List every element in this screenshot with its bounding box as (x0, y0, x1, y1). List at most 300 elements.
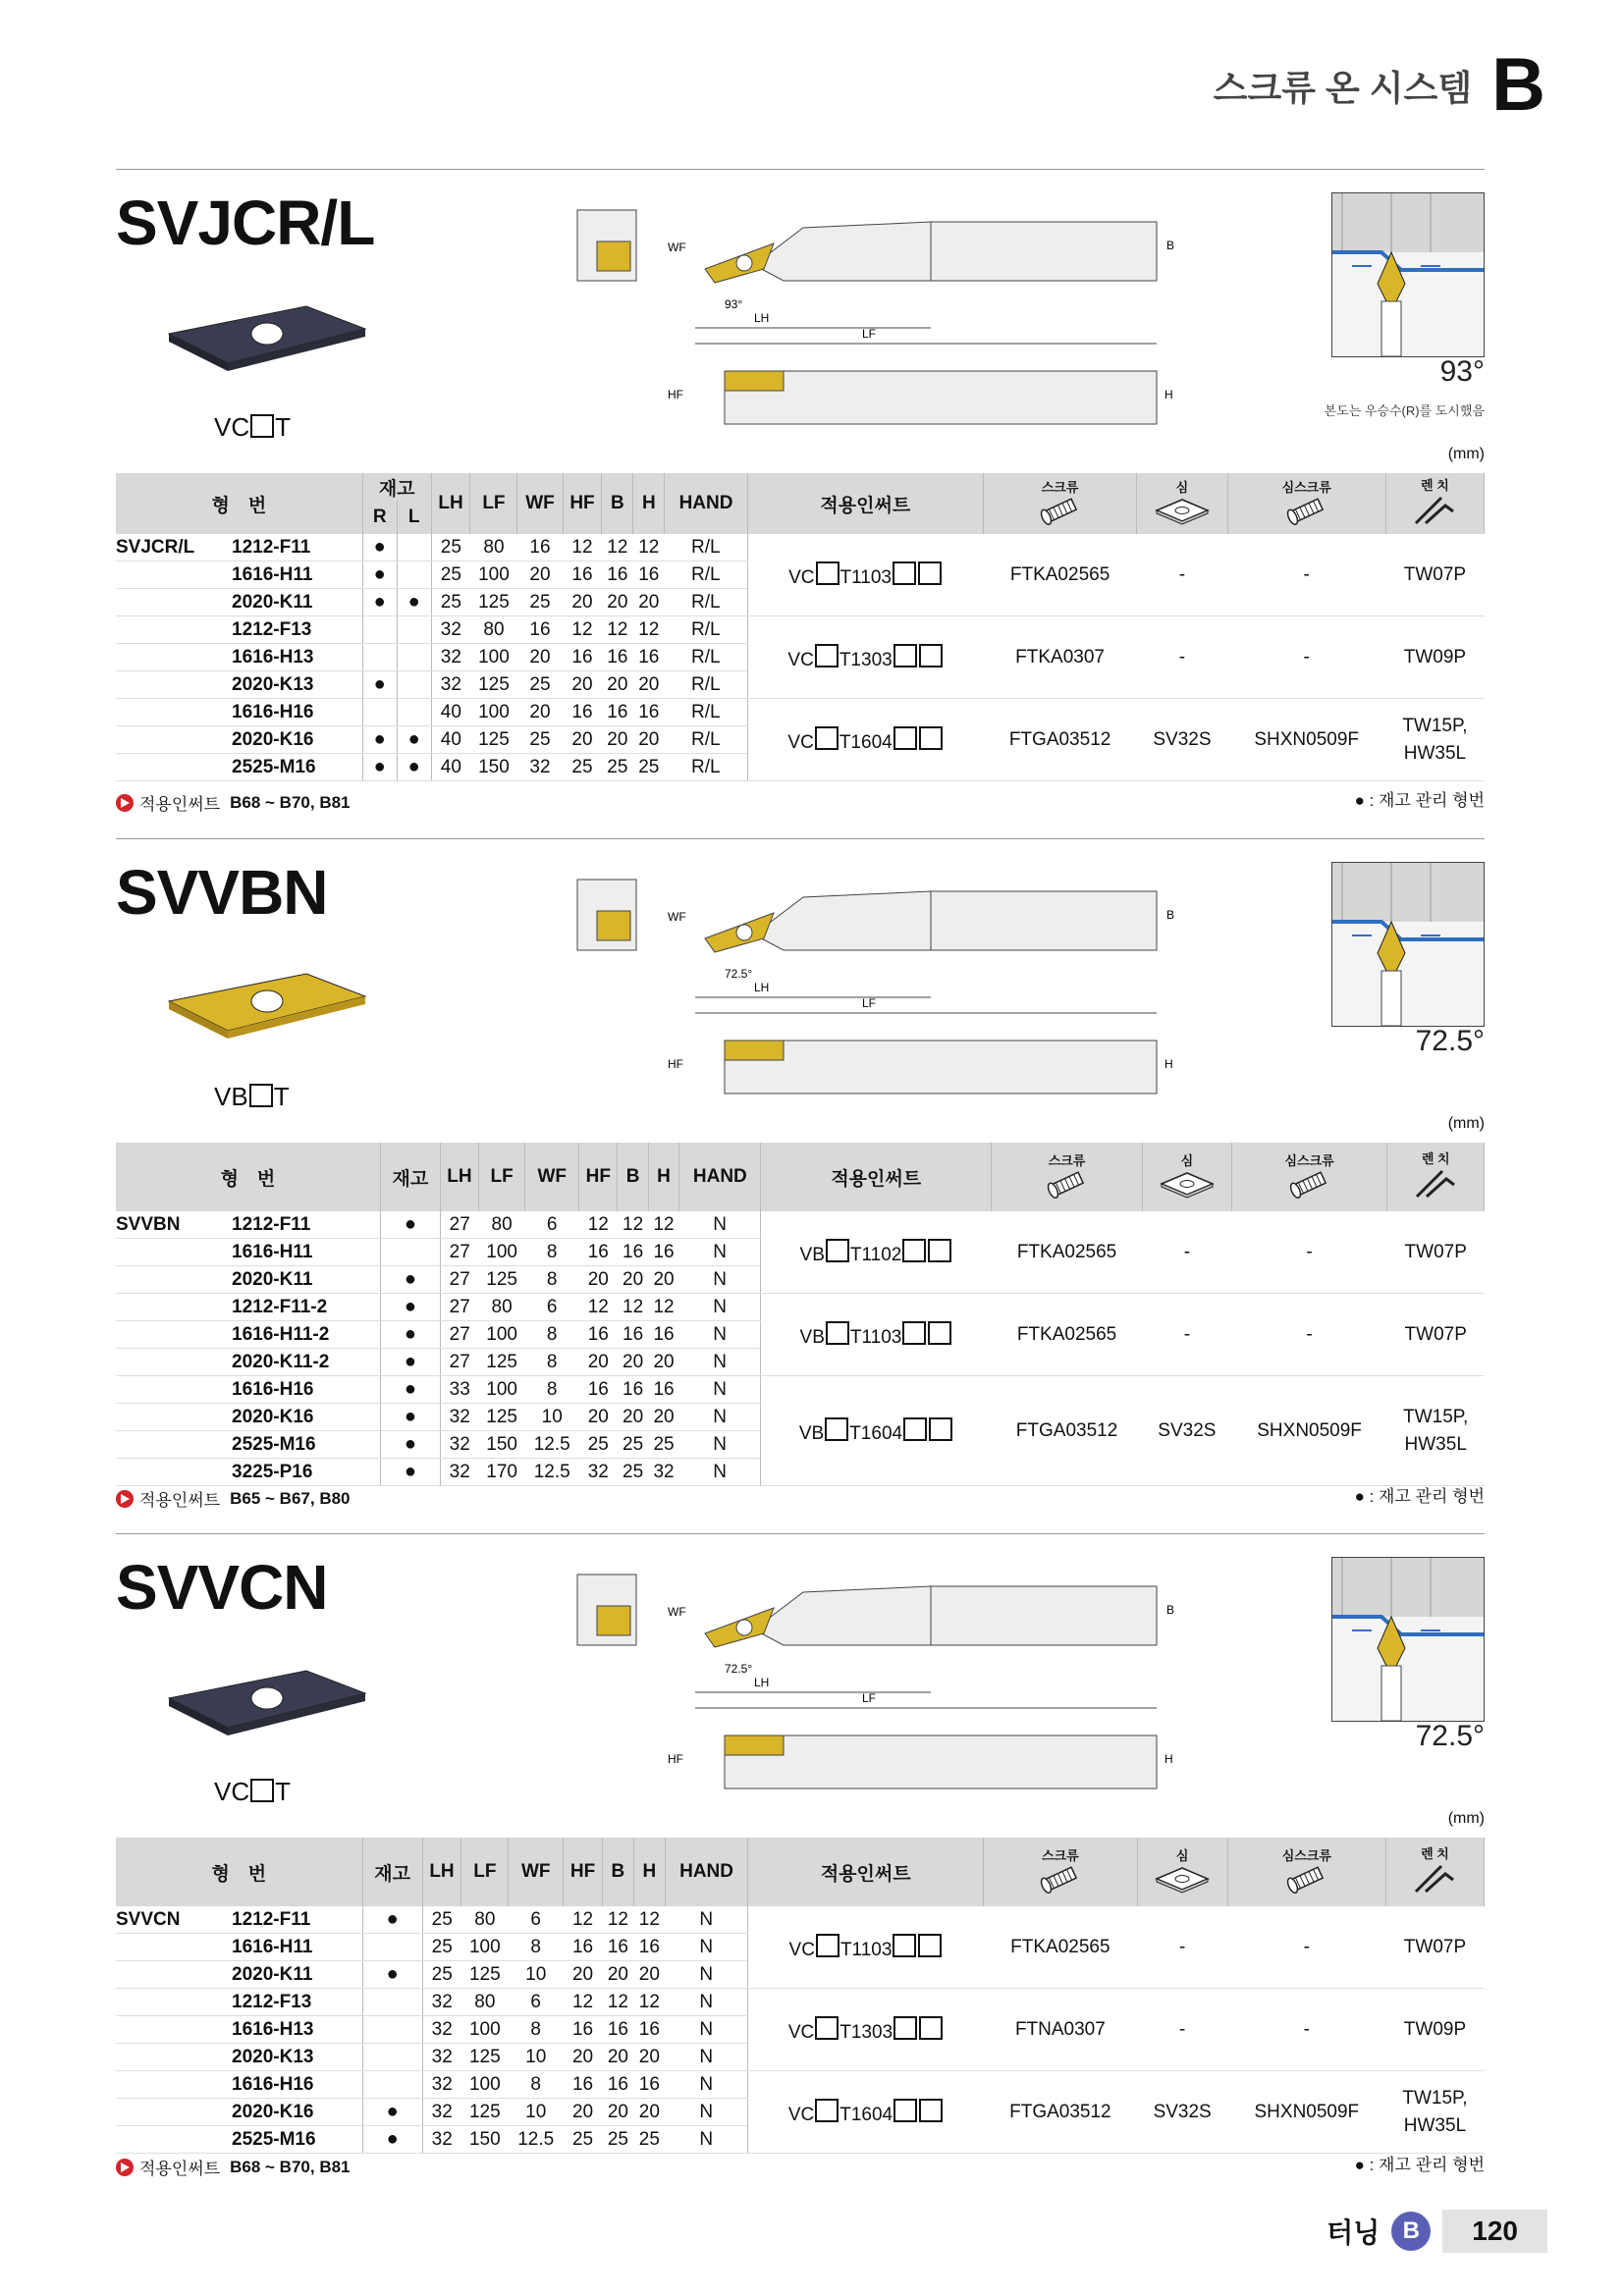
stock: ● (362, 2126, 422, 2154)
model-code: 1212-F11-2 (226, 1294, 380, 1321)
cell-hf: 12 (564, 1989, 603, 2016)
insert-code: VB T1103 (761, 1294, 992, 1376)
dim-lh: LH (754, 311, 770, 325)
table-row (116, 534, 1485, 561)
cell-hf: 25 (564, 2126, 603, 2154)
cell-h: 20 (648, 1404, 678, 1431)
section-title: SVVCN (116, 1552, 328, 1623)
cell-h: 25 (648, 1431, 678, 1459)
cell-hand: R/L (665, 534, 748, 561)
model-code: 2020-K11-2 (226, 1349, 380, 1376)
shim-screw-code: - (1227, 616, 1385, 699)
cell-lh: 40 (431, 726, 470, 754)
cell-h: 16 (633, 699, 665, 726)
insert-label: VB T (214, 1082, 290, 1111)
cell-h: 16 (633, 2071, 665, 2099)
cell-b: 12 (602, 616, 633, 644)
cell-hand: N (679, 1349, 761, 1376)
diag-angle: 93° (725, 297, 743, 311)
stock-l (397, 616, 431, 644)
stock-r: ● (362, 671, 397, 699)
stock-legend: ● : 재고 관리 형번 (1354, 1487, 1485, 1506)
cell-hf: 32 (579, 1459, 618, 1486)
cell-h: 20 (633, 589, 665, 616)
shim-code: - (1137, 616, 1227, 699)
ref-label: 적용인써트 (139, 1491, 221, 1510)
cell-lh: 32 (431, 644, 470, 671)
stock-r: ● (362, 534, 397, 561)
stock (362, 2016, 422, 2044)
cell-b: 20 (618, 1349, 648, 1376)
col-stock: 재고 (362, 1838, 422, 1906)
col-hand: HAND (679, 1143, 761, 1211)
cell-hand: R/L (665, 589, 748, 616)
cell-lh: 27 (440, 1349, 478, 1376)
cell-hand: N (665, 1906, 747, 1934)
dim-b: B (1166, 908, 1175, 922)
dim-h: H (1164, 1057, 1173, 1071)
cell-lh: 32 (422, 2016, 461, 2044)
cell-hf: 20 (579, 1266, 618, 1294)
dim-wf: WF (668, 240, 686, 254)
diag-angle: 72.5° (725, 1662, 753, 1676)
table-row (116, 1211, 1485, 1239)
page-number: 120 (1442, 2210, 1547, 2253)
cell-wf: 6 (525, 1294, 579, 1321)
col-wrench: 렌 치 (1385, 473, 1484, 534)
cell-h: 32 (648, 1459, 678, 1486)
col-insert: 적용인써트 (761, 1143, 992, 1211)
divider (116, 838, 1485, 839)
col-lf: LF (470, 473, 517, 534)
ref-label: 적용인써트 (139, 795, 221, 814)
cell-b: 16 (602, 2016, 633, 2044)
cell-h: 16 (648, 1321, 678, 1349)
divider (116, 1533, 1485, 1534)
cell-b: 16 (602, 2071, 633, 2099)
stock: ● (380, 1459, 440, 1486)
dim-lf: LF (862, 327, 877, 341)
insert-code: VC T1604 (748, 2071, 984, 2154)
cell-lh: 33 (440, 1376, 478, 1404)
cell-hand: N (679, 1211, 761, 1239)
approach-angle: 72.5° (1415, 1025, 1485, 1057)
header-letter: B (1491, 43, 1545, 127)
shim-screw-icon (1284, 509, 1329, 530)
model-code: 2020-K11 (226, 1961, 362, 1989)
cell-lf: 100 (470, 699, 517, 726)
cell-hand: N (665, 1989, 747, 2016)
cell-lh: 40 (431, 699, 470, 726)
cell-lf: 80 (479, 1211, 525, 1239)
cell-lf: 100 (461, 2016, 509, 2044)
arrow-circle-icon (116, 1490, 134, 1508)
dim-b: B (1166, 1603, 1175, 1617)
stock: ● (362, 1961, 422, 1989)
cell-wf: 8 (525, 1376, 579, 1404)
cell-h: 20 (633, 671, 665, 699)
cell-hf: 20 (564, 2044, 603, 2071)
cell-wf: 10 (525, 1404, 579, 1431)
cell-lh: 25 (422, 1961, 461, 1989)
col-shimscrew: 심스크류 (1227, 1838, 1385, 1906)
dim-wf: WF (668, 1605, 686, 1619)
wrench-code: TW15P, HW35L (1385, 699, 1484, 781)
wrench-code: TW09P (1385, 616, 1484, 699)
cell-hf: 16 (564, 2016, 603, 2044)
stock-r: ● (362, 754, 397, 781)
model-code: 1616-H16 (226, 699, 362, 726)
cell-wf: 25 (517, 726, 563, 754)
stock-legend: ● : 재고 관리 형번 (1354, 2156, 1485, 2174)
stock: ● (362, 2099, 422, 2126)
col-hf: HF (563, 473, 602, 534)
cell-b: 20 (602, 2099, 633, 2126)
cell-b: 20 (602, 2044, 633, 2071)
cell-hf: 16 (579, 1376, 618, 1404)
cell-b: 12 (602, 1989, 633, 2016)
cell-h: 16 (633, 2016, 665, 2044)
dim-lf: LF (862, 996, 877, 1010)
cell-hand: N (679, 1321, 761, 1349)
col-stock: 재고 (380, 1143, 440, 1211)
cell-wf: 10 (509, 1961, 564, 1989)
screw-code: FTNA0307 (984, 1989, 1137, 2071)
cell-hand: R/L (665, 699, 748, 726)
cell-h: 12 (633, 1989, 665, 2016)
insert-code: VC T1103 (747, 534, 983, 616)
cell-lf: 125 (470, 589, 517, 616)
shim-screw-code: - (1231, 1294, 1387, 1376)
cell-lf: 100 (479, 1376, 525, 1404)
footer-badge: B (1391, 2212, 1431, 2251)
cell-lf: 170 (479, 1459, 525, 1486)
insert-image (159, 294, 375, 393)
insert-code: VC T1103 (748, 1906, 984, 1989)
cell-hand: N (665, 2099, 747, 2126)
stock-l: ● (397, 589, 431, 616)
cell-lf: 80 (479, 1294, 525, 1321)
cell-lh: 32 (422, 2099, 461, 2126)
cell-hand: N (665, 2126, 747, 2154)
model-code: 1212-F11 (226, 1211, 380, 1239)
cell-lf: 100 (461, 2071, 509, 2099)
shim-screw-icon (1284, 1878, 1329, 1898)
cell-lh: 32 (422, 1989, 461, 2016)
cell-h: 16 (633, 644, 665, 671)
col-h: H (633, 1838, 665, 1906)
shim-icon (1153, 1878, 1212, 1898)
cell-b: 20 (618, 1266, 648, 1294)
cell-hf: 16 (564, 2071, 603, 2099)
cell-b: 20 (602, 589, 633, 616)
cell-lh: 25 (431, 589, 470, 616)
shim-code: - (1137, 1906, 1227, 1989)
cell-lf: 100 (470, 644, 517, 671)
cell-hf: 12 (564, 1906, 603, 1934)
shim-screw-icon (1287, 1183, 1332, 1203)
cell-b: 12 (618, 1211, 648, 1239)
stock-l: ● (397, 726, 431, 754)
stock: ● (380, 1376, 440, 1404)
cell-wf: 16 (517, 534, 563, 561)
wrench-code: TW09P (1385, 1989, 1484, 2071)
spec-table (116, 1838, 1485, 2154)
cell-b: 16 (618, 1321, 648, 1349)
stock: ● (380, 1211, 440, 1239)
cell-lh: 40 (431, 754, 470, 781)
cell-wf: 25 (517, 671, 563, 699)
cell-b: 25 (602, 754, 633, 781)
cell-hand: N (665, 2044, 747, 2071)
stock-l (397, 671, 431, 699)
col-insert: 적용인써트 (748, 1838, 984, 1906)
screw-code: FTGA03512 (983, 699, 1136, 781)
col-model: 형 번 (116, 473, 362, 534)
col-insert: 적용인써트 (747, 473, 983, 534)
cell-lh: 32 (440, 1459, 478, 1486)
cell-wf: 16 (517, 616, 563, 644)
cell-b: 16 (602, 644, 633, 671)
stock-legend: ● : 재고 관리 형번 (1354, 791, 1485, 810)
cell-wf: 6 (509, 1906, 564, 1934)
shim-code: SV32S (1137, 2071, 1227, 2154)
col-wf: WF (509, 1838, 564, 1906)
cell-hand: N (679, 1431, 761, 1459)
stock: ● (380, 1349, 440, 1376)
model-code: 1212-F13 (226, 616, 362, 644)
model-code: 2525-M16 (226, 1431, 380, 1459)
model-code: 1616-H13 (226, 2016, 362, 2044)
shim-code: - (1143, 1294, 1232, 1376)
cell-lh: 27 (440, 1239, 478, 1266)
cell-b: 16 (618, 1239, 648, 1266)
insert-image (159, 1659, 375, 1757)
cell-hand: R/L (665, 671, 748, 699)
shim-icon (1158, 1183, 1217, 1203)
screw-code: FTKA02565 (992, 1211, 1143, 1294)
col-h: H (648, 1143, 678, 1211)
dim-wf: WF (668, 910, 686, 924)
cell-lh: 25 (422, 1906, 461, 1934)
insert-label: VC T (214, 1777, 292, 1806)
col-shim: 심 (1143, 1143, 1232, 1211)
col-lf: LF (461, 1838, 509, 1906)
dim-h: H (1164, 1752, 1173, 1766)
cell-hf: 12 (563, 534, 602, 561)
insert-code: VC T1303 (748, 1989, 984, 2071)
col-hf: HF (564, 1838, 603, 1906)
stock-r (362, 644, 397, 671)
shim-screw-code: - (1231, 1211, 1387, 1294)
cell-wf: 8 (509, 2071, 564, 2099)
cell-b: 20 (602, 726, 633, 754)
table-row (116, 1376, 1485, 1404)
cell-wf: 8 (525, 1321, 579, 1349)
shim-screw-code: SHXN0509F (1231, 1376, 1387, 1486)
shim-screw-code: - (1227, 1906, 1385, 1989)
cell-hand: N (679, 1376, 761, 1404)
cell-h: 16 (633, 561, 665, 589)
col-screw: 스크류 (983, 473, 1136, 534)
product-section (116, 856, 1485, 1510)
arrow-circle-icon (116, 2159, 134, 2176)
cell-b: 25 (602, 2126, 633, 2154)
stock (362, 1989, 422, 2016)
model-code: 2525-M16 (226, 754, 362, 781)
col-stock-r: R (362, 501, 397, 534)
cell-lh: 32 (431, 671, 470, 699)
cell-hf: 25 (563, 754, 602, 781)
holder-diagram (668, 206, 1206, 442)
model-code: 1616-H11 (226, 1239, 380, 1266)
cell-hf: 12 (563, 616, 602, 644)
cell-hand: N (679, 1294, 761, 1321)
model-code: 2525-M16 (226, 2126, 362, 2154)
model-code: 2020-K11 (226, 1266, 380, 1294)
cell-h: 16 (633, 1934, 665, 1961)
stock-l (397, 699, 431, 726)
stock-r: ● (362, 561, 397, 589)
col-b: B (602, 1838, 633, 1906)
cell-hf: 20 (564, 1961, 603, 1989)
model-code: 1212-F11 (226, 534, 362, 561)
cell-wf: 8 (525, 1239, 579, 1266)
cell-hand: R/L (665, 726, 748, 754)
diag-angle: 72.5° (725, 967, 753, 981)
stock-l (397, 534, 431, 561)
cell-wf: 8 (525, 1266, 579, 1294)
cell-wf: 6 (525, 1211, 579, 1239)
shim-screw-code: SHXN0509F (1227, 2071, 1385, 2154)
cell-h: 20 (633, 2044, 665, 2071)
cell-h: 12 (633, 1906, 665, 1934)
stock: ● (380, 1431, 440, 1459)
cell-wf: 10 (509, 2044, 564, 2071)
col-shimscrew: 심스크류 (1231, 1143, 1387, 1211)
model-code: 2020-K16 (226, 2099, 362, 2126)
model-code: 3225-P16 (226, 1459, 380, 1486)
stock (362, 2071, 422, 2099)
cell-b: 25 (618, 1431, 648, 1459)
shim-icon (1153, 509, 1212, 530)
insert-code: VB T1604 (761, 1376, 992, 1486)
cell-b: 20 (602, 1961, 633, 1989)
cell-hand: N (679, 1459, 761, 1486)
cell-lf: 125 (461, 1961, 509, 1989)
cell-hf: 20 (563, 671, 602, 699)
col-wf: WF (525, 1143, 579, 1211)
cell-lf: 100 (479, 1321, 525, 1349)
insert-image (159, 962, 375, 1060)
wrench-code: TW07P (1387, 1294, 1485, 1376)
cell-hand: N (665, 2071, 747, 2099)
shim-screw-code: - (1227, 1989, 1385, 2071)
section-title: SVVBN (116, 857, 328, 928)
cell-lh: 25 (431, 534, 470, 561)
units: (mm) (1447, 446, 1485, 462)
col-wf: WF (517, 473, 563, 534)
cell-lf: 125 (479, 1266, 525, 1294)
cell-b: 16 (602, 1934, 633, 1961)
screw-code: FTGA03512 (992, 1376, 1143, 1486)
cell-hf: 20 (564, 2099, 603, 2126)
stock: ● (380, 1321, 440, 1349)
insert-label: VC T (214, 412, 292, 442)
cell-hf: 16 (563, 561, 602, 589)
cell-wf: 12.5 (525, 1431, 579, 1459)
section-title: SVJCR/L (116, 187, 375, 258)
insert-code: VC T1303 (747, 616, 983, 699)
cell-wf: 20 (517, 644, 563, 671)
cell-hand: N (679, 1266, 761, 1294)
cell-lh: 27 (440, 1294, 478, 1321)
cell-wf: 6 (509, 1989, 564, 2016)
cell-wf: 32 (517, 754, 563, 781)
wrench-icon (1412, 1880, 1457, 1900)
cell-lh: 25 (431, 561, 470, 589)
insert-code: VC T1604 (747, 699, 983, 781)
cell-hf: 16 (579, 1239, 618, 1266)
dim-lh: LH (754, 981, 770, 994)
col-shim: 심 (1137, 473, 1227, 534)
stock-r (362, 699, 397, 726)
cell-lf: 100 (470, 561, 517, 589)
cell-h: 16 (648, 1239, 678, 1266)
wrench-code: TW07P (1387, 1211, 1485, 1294)
insert-reference (116, 1486, 351, 1511)
cell-wf: 12.5 (509, 2126, 564, 2154)
cell-h: 20 (648, 1266, 678, 1294)
stock: ● (380, 1294, 440, 1321)
col-wrench: 렌 치 (1385, 1838, 1484, 1906)
cell-lf: 150 (470, 754, 517, 781)
table-row (116, 699, 1485, 726)
cell-hf: 20 (563, 726, 602, 754)
wrench-code: TW07P (1385, 1906, 1484, 1989)
cell-wf: 25 (517, 589, 563, 616)
cell-lf: 80 (461, 1906, 509, 1934)
stock-r (362, 616, 397, 644)
cell-hf: 16 (563, 699, 602, 726)
cell-lf: 80 (470, 534, 517, 561)
insert-reference (116, 2155, 351, 2179)
wrench-code: TW07P (1385, 534, 1484, 616)
units: (mm) (1447, 1115, 1485, 1132)
cell-b: 12 (618, 1294, 648, 1321)
dim-lh: LH (754, 1676, 770, 1689)
cell-hf: 16 (564, 1934, 603, 1961)
cell-wf: 20 (517, 561, 563, 589)
spec-table (116, 1143, 1485, 1486)
dim-hf: HF (668, 1057, 683, 1071)
header-title: 스크류 온 시스템 (1213, 67, 1473, 108)
cell-hf: 12 (579, 1211, 618, 1239)
cell-h: 12 (633, 534, 665, 561)
cell-wf: 8 (509, 2016, 564, 2044)
wrench-icon (1413, 1185, 1458, 1205)
cell-lf: 150 (479, 1431, 525, 1459)
approach-angle: 93° (1439, 355, 1485, 388)
screw-code: FTKA02565 (992, 1294, 1143, 1376)
col-hf: HF (579, 1143, 618, 1211)
cell-hand: N (679, 1404, 761, 1431)
cell-h: 12 (648, 1211, 678, 1239)
cell-h: 20 (633, 1961, 665, 1989)
col-wrench: 렌 치 (1387, 1143, 1485, 1211)
shim-screw-code: - (1227, 534, 1385, 616)
screw-code: FTKA0307 (983, 616, 1136, 699)
